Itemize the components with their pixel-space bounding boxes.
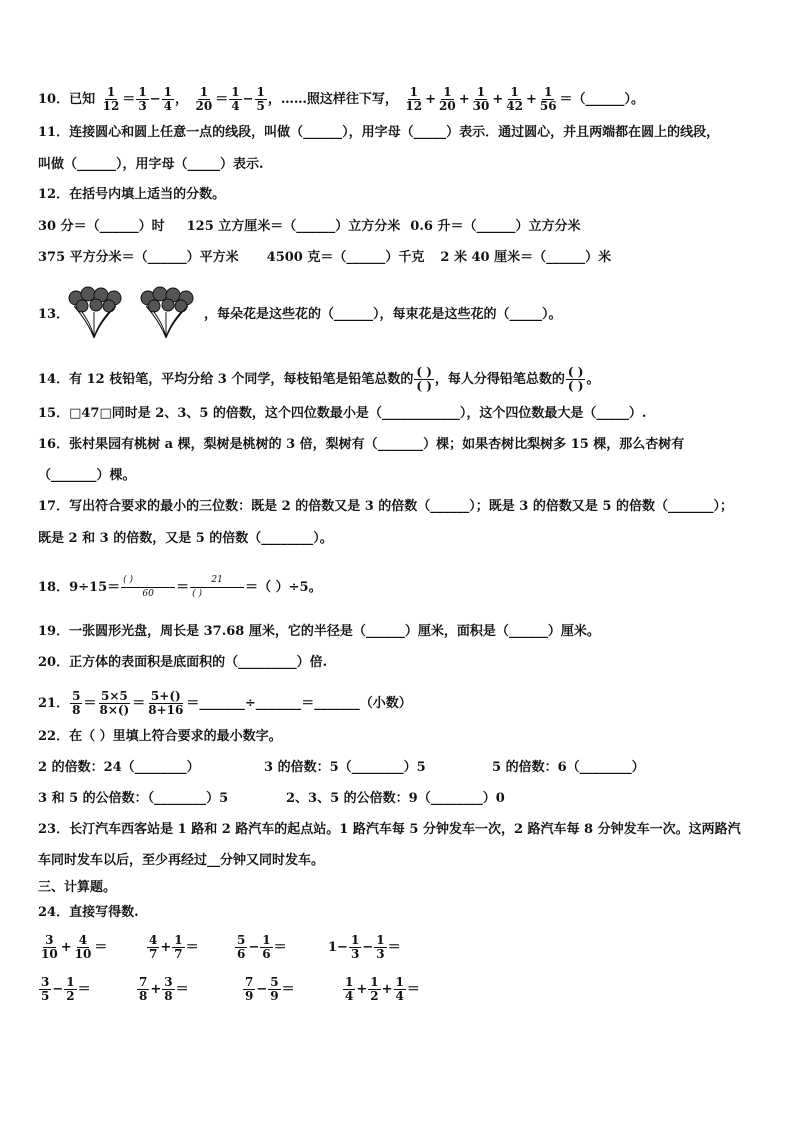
- question-22-title: 22．在（ ）里填上符合要求的最小数字。: [38, 729, 282, 744]
- calc-item: $\frac{3}{5}$ − $\frac{1}{2}$ ＝: [41, 975, 91, 1003]
- question-11-line-1: 11．连接圆心和圆上任意一点的线段，叫做（______），用字母（_____）表示．通过圆心，并且两端都在圆上的线段，: [38, 125, 720, 140]
- question-22-row-2: 3 和 5 的公倍数：（________）5 2、3、5 的公倍数：9（________）0: [38, 791, 505, 806]
- question-24-title: 24．直接写得数.: [38, 905, 139, 920]
- question-16-line-1: 16．张村果园有桃树 a 棵，梨树是桃树的 3 倍，梨树有（_______）棵；如果杏树比梨树多 15 棵，那么杏树有: [38, 437, 685, 452]
- question-18: 18．9÷15＝ $\frac{( )}{60}$ ＝ $\frac{21}{( )}$ ＝（ ）÷5。: [38, 575, 322, 599]
- q10-middle-text: ，……照这样往下写，: [267, 92, 398, 107]
- flower-bouquets-image: [64, 286, 204, 342]
- fraction: $\frac{1}{3}$: [138, 85, 147, 113]
- calc-item: $\frac{7}{8}$ + $\frac{3}{8}$ ＝: [139, 975, 189, 1003]
- question-11-line-2: 叫做（______），用字母（_____）表示.: [38, 157, 264, 172]
- fraction: $\frac{5+()}{8+16}$: [148, 689, 184, 717]
- question-23-line-1: 23．长汀汽车西客站是 1 路和 2 路汽车的起点站。1 路汽车每 5 分钟发车一次，2 路汽车每 8 分钟发车一次。这两路汽: [38, 822, 741, 837]
- question-15: 15．□47□同时是 2、3、5 的倍数，这个四位数最小是（____________），这个四位数最大是（_____）.: [38, 406, 647, 421]
- question-13-number: 13．: [38, 307, 70, 322]
- fraction-blank: $\frac{( )}{( )}$: [416, 365, 432, 393]
- question-13-text: ，每朵花是这些花的（______），每束花是这些花的（_____）。: [204, 307, 562, 322]
- fraction: $\frac{1}{20}$: [195, 85, 213, 113]
- bouquet-1-icon: [69, 287, 121, 338]
- question-19: 19．一张圆形光盘，周长是 37.68 厘米，它的半径是（______）厘米，面积是（______）厘米。: [38, 624, 600, 639]
- question-23-line-2: 车同时发车以后，至少再经过__分钟又同时发车。: [38, 853, 325, 868]
- fraction: $\frac{1}{42}$: [506, 85, 523, 113]
- question-21: 21． $\frac{5}{8}$ ＝ $\frac{5\times 5}{8\times()}$ ＝ $\frac{5+()}{8+16}$ ＝_______÷_______＝_______（小数）: [38, 689, 412, 717]
- question-10: 10．已知 $\frac{1}{12}$ ＝ $\frac{1}{3}$ − $\frac{1}{4}$ ， $\frac{1}{20}$ ＝ $\frac{1}{4}$ − $\frac{1}{5}$ ，……照这样往下写， $\frac{1}{12}$ + $\frac{1}{20}$ + $\frac{1}{30}$ + $\frac{1}{42}$ + $\frac{1}{56}$ ＝（______）。: [38, 85, 645, 113]
- calc-item: $\frac{5}{6}$ − $\frac{1}{6}$ ＝: [237, 933, 287, 961]
- section-3-title: 三、计算题。: [38, 880, 117, 895]
- calc-row-2: [38, 976, 420, 1003]
- q10-known-label: 已知: [69, 92, 96, 107]
- fraction: $\frac{1}{56}$: [539, 85, 557, 113]
- calc-item: $\frac{3}{10}$ + $\frac{4}{10}$ ＝: [41, 933, 108, 961]
- question-14: 14．有 12 枝铅笔，平均分给 3 个同学，每枝铅笔是铅笔总数的 $\frac{( )}{( )}$ ，每人分得铅笔总数的 $\frac{( )}{( )}$ 。: [38, 365, 600, 393]
- fraction: $\frac{5\times 5}{8\times()}$: [99, 689, 130, 717]
- question-17-line-1: 17．写出符合要求的最小的三位数：既是 2 的倍数又是 3 的倍数（______）；既是 3 的倍数又是 5 的倍数（_______）；: [38, 499, 733, 514]
- question-22-row-1: 2 的倍数：24（________） 3 的倍数：5（________）5 5 的倍数：6（________）: [38, 760, 645, 775]
- question-12-row-1: 30 分＝（______）时 125 立方厘米＝（______）立方分米 0.6 升＝（______）立方分米: [38, 219, 581, 234]
- calc-row-1: [38, 934, 401, 961]
- calc-item: $\frac{4}{7}$ + $\frac{1}{7}$ ＝: [149, 933, 199, 961]
- fraction: $\frac{1}{4}$: [231, 85, 240, 113]
- fraction: $\frac{21}{( )}$: [190, 574, 244, 601]
- question-17-line-2: 既是 2 和 3 的倍数，又是 5 的倍数（________）。: [38, 531, 333, 546]
- fraction: $\frac{1}{4}$: [163, 85, 172, 113]
- calc-item: $\frac{7}{9}$ − $\frac{5}{9}$ ＝: [245, 975, 295, 1003]
- fraction: $\frac{1}{12}$: [102, 85, 120, 113]
- fraction: $\frac{( )}{60}$: [121, 574, 175, 601]
- question-16-line-2: （_______）棵。: [38, 468, 136, 483]
- bouquet-2-icon: [141, 287, 193, 338]
- answer-blank: ＝（______）。: [559, 92, 645, 107]
- calc-item: $\frac{1}{4}$ + $\frac{1}{2}$ + $\frac{1}{4}$ ＝: [345, 975, 420, 1003]
- fraction-blank: $\frac{( )}{( )}$: [567, 365, 584, 393]
- question-number: 10．: [38, 92, 70, 107]
- question-20: 20．正方体的表面积是底面积的（_________）倍.: [38, 655, 328, 670]
- fraction: $\frac{1}{12}$: [405, 85, 423, 113]
- fraction: $\frac{5}{8}$: [72, 689, 81, 717]
- fraction: $\frac{1}{5}$: [256, 85, 265, 113]
- fraction: $\frac{1}{20}$: [439, 85, 456, 113]
- fraction: $\frac{1}{30}$: [472, 85, 490, 113]
- calc-item: 1− $\frac{1}{3}$ − $\frac{1}{3}$ ＝: [328, 933, 401, 961]
- question-12-row-2: 375 平方分米＝（______）平方米 4500 克＝（______）千克 2 米 40 厘米＝（______）米: [38, 250, 612, 265]
- question-12-title: 12．在括号内填上适当的分数。: [38, 187, 226, 202]
